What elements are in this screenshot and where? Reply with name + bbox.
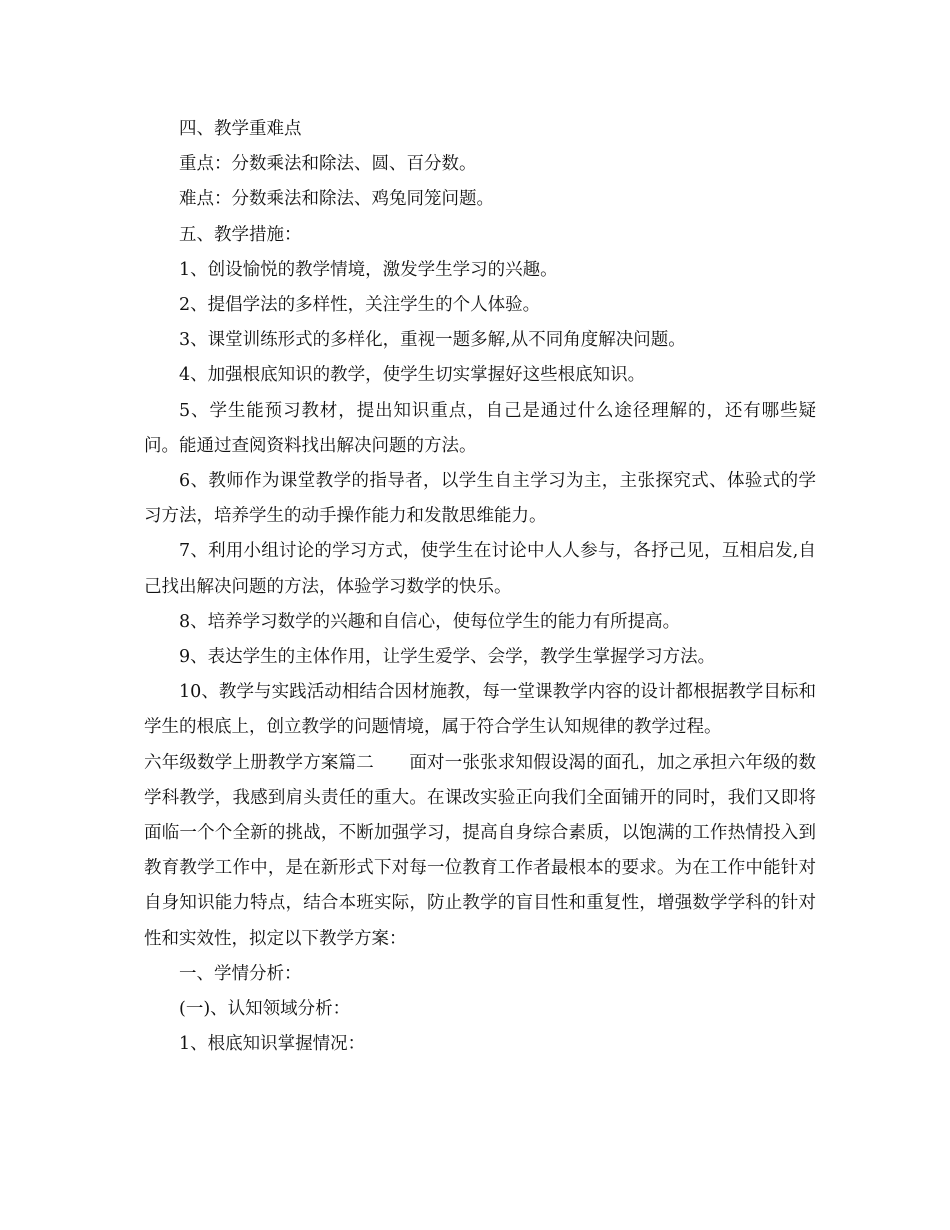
subheading-basic-knowledge: 1、根底知识掌握情况： [179, 1034, 366, 1055]
measure-item: 4、加强根底知识的教学，使学生切实掌握好这些根底知识。 [179, 365, 646, 386]
measure-item: 2、提倡学法的多样性，关注学生的个人体验。 [179, 295, 541, 316]
plan-two-intro-paragraph: 六年级数学上册教学方案篇二 面对一张张求知假设渴的面孔，加之承担六年级的数学科教学，我感到肩头责任的重大。在课改实验正向我们全面铺开的同时，我们又即将面临一个个全新的挑战，不断加强学习，提高自身综合素质，以饱满的工作热情投入到教育教学工作中，是在新形式下对每一位教育工作者最根本的要求。为在工作中能针对自身知识能力特点，结合本班实际，防止教学的盲目性和重复性，增强数学学科的针对性和实效性，拟定以下教学方案： [144, 752, 816, 949]
measure-item: 5、学生能预习教材，提出知识重点，自己是通过什么途径理解的，还有哪些疑问。能通过查阅资料找出解决问题的方法。 [144, 400, 816, 456]
heading-learning-analysis: 一、学情分析： [179, 963, 302, 984]
difficult-points-line: 难点：分数乘法和除法、鸡兔同笼问题。 [179, 189, 494, 210]
measure-item: 3、课堂训练形式的多样化，重视一题多解,从不同角度解决问题。 [179, 330, 686, 351]
key-points-line: 重点：分数乘法和除法、圆、百分数。 [179, 154, 477, 175]
measure-item: 1、创设愉悦的教学情境，激发学生学习的兴趣。 [179, 259, 558, 280]
heading-key-difficult-points: 四、教学重难点 [179, 119, 302, 139]
heading-teaching-measures: 五、教学措施： [179, 224, 302, 245]
measure-item: 9、表达学生的主体作用，让学生爱学、会学，教学生掌握学习方法。 [179, 647, 716, 668]
measure-item: 7、利用小组讨论的学习方式，使学生在讨论中人人参与，各抒己见，互相启发,自己找出解决问题的方法，体验学习数学的快乐。 [144, 541, 816, 597]
document-body [144, 112, 816, 1062]
measure-item: 6、教师作为课堂教学的指导者，以学生自主学习为主，主张探究式、体验式的学习方法，培养学生的动手操作能力和发散思维能力。 [144, 471, 816, 527]
subheading-cognitive-analysis: (一)、认知领域分析： [179, 999, 351, 1020]
measure-item: 10、教学与实践活动相结合因材施教，每一堂课教学内容的设计都根据教学目标和学生的根底上，创立教学的问题情境，属于符合学生认知规律的教学过程。 [144, 682, 816, 738]
measure-item: 8、培养学习数学的兴趣和自信心，使每位学生的能力有所提高。 [179, 611, 681, 632]
